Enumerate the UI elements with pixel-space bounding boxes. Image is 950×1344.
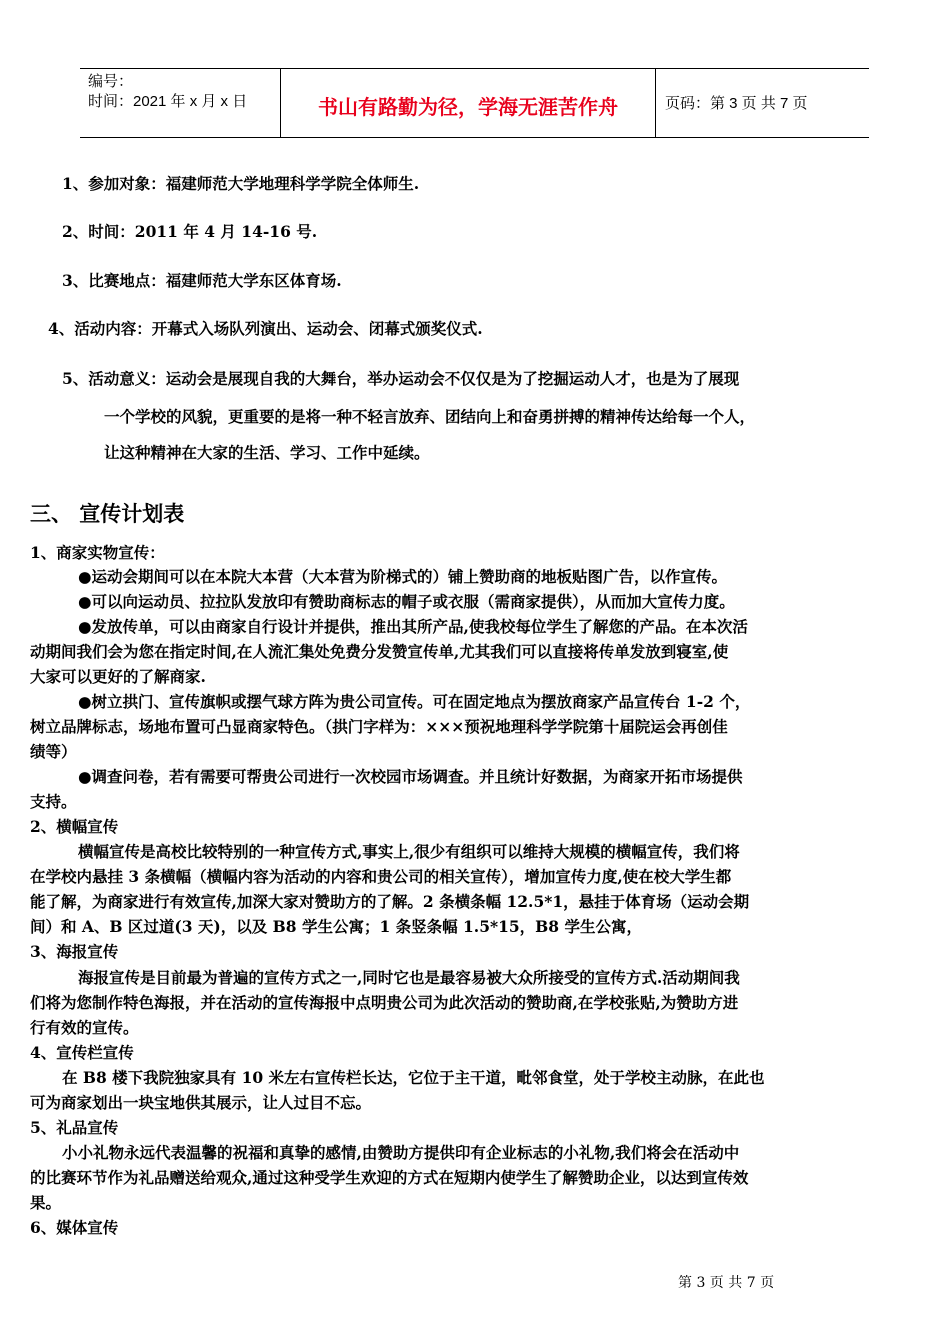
info-time: 2、时间：2011 年 4 月 14-16 号. <box>62 222 318 241</box>
paragraph-line: 树立品牌标志，场地布置可凸显商家特色。（拱门字样为：×××预祝地理科学学院第十届院运会再创佳 <box>30 717 728 736</box>
page-label: 页码：第 3 页 共 7 页 <box>665 95 808 112</box>
header-left-cell <box>80 69 280 137</box>
subheading: 4、宣传栏宣传 <box>30 1043 134 1062</box>
number-label: 编号： <box>88 73 134 90</box>
paragraph-line: 可为商家划出一块宝地供其展示，让人过目不忘。 <box>30 1093 372 1112</box>
paragraph-line: 横幅宣传是高校比较特别的一种宣传方式,事实上,很少有组织可以维持大规模的横幅宣传，我们将 <box>78 842 740 861</box>
info-significance-line: 一个学校的风貌，更重要的是将一种不轻言放弃、团结向上和奋勇拼搏的精神传达给每一个人， <box>104 407 756 426</box>
paragraph-line: 的比赛环节作为礼品赠送给观众,通过这种受学生欢迎的方式在短期内使学生了解赞助企业，以达到宣传效 <box>30 1168 749 1187</box>
paragraph-line: 能了解，为商家进行有效宣传,加深大家对赞助方的了解。2 条横条幅 12.5*1，悬挂于体育场（运动会期 <box>30 892 750 911</box>
info-content: 4、活动内容：开幕式入场队列演出、运动会、闭幕式颁奖仪式. <box>48 319 483 338</box>
paragraph-line: 在学校内悬挂 3 条横幅（横幅内容为活动的内容和贵公司的相关宣传），增加宣传力度,使在校大学生都 <box>30 867 732 886</box>
paragraph-line: 间）和 A、B 区过道(3 天)，以及 B8 学生公寓；1 条竖条幅 1.5*15，B8 学生公寓， <box>30 917 642 936</box>
subheading: 6、媒体宣传 <box>30 1218 119 1237</box>
paragraph-line: 动期间我们会为您在指定时间,在人流汇集处免费分发赞宣传单,尤其我们可以直接将传单发放到寝室,使 <box>30 642 729 661</box>
paragraph-line: 绩等） <box>30 742 77 761</box>
bullet-item: ●调查问卷，若有需要可帮贵公司进行一次校园市场调查。并且统计好数据，为商家开拓市场提供 <box>78 767 743 786</box>
section-title: 三、 宣传计划表 <box>30 502 185 526</box>
subheading: 3、海报宣传 <box>30 942 119 961</box>
subheading: 2、横幅宣传 <box>30 817 119 836</box>
document-header <box>80 68 869 138</box>
bullet-item: ●可以向运动员、拉拉队发放印有赞助商标志的帽子或衣服（需商家提供），从而加大宣传力度。 <box>78 592 735 611</box>
info-participants: 1、参加对象：福建师范大学地理科学学院全体师生. <box>62 174 420 193</box>
subheading: 1、商家实物宣传： <box>30 543 165 562</box>
paragraph-line: 小小礼物永远代表温馨的祝福和真挚的感情,由赞助方提供印有企业标志的小礼物,我们将会在活动中 <box>62 1143 740 1162</box>
paragraph-line: 在 B8 楼下我院独家具有 10 米左右宣传栏长达，它位于主干道，毗邻食堂，处于学校主动脉，在此也 <box>62 1068 765 1087</box>
page-footer: 第 3 页 共 7 页 <box>678 1275 775 1291</box>
bullet-item: ●树立拱门、宣传旗帜或摆气球方阵为贵公司宣传。可在固定地点为摆放商家产品宣传台 1-2 个， <box>78 692 751 711</box>
paragraph-line: 行有效的宣传。 <box>30 1018 139 1037</box>
bullet-item: ●运动会期间可以在本院大本营（大本营为阶梯式的）铺上赞助商的地板贴图广告，以作宣传。 <box>78 567 728 586</box>
paragraph-line: 果。 <box>30 1193 62 1212</box>
info-significance-line: 让这种精神在大家的生活、学习、工作中延续。 <box>104 443 430 462</box>
paragraph-line: 大家可以更好的了解商家. <box>30 667 206 686</box>
subheading: 5、礼品宣传 <box>30 1118 119 1137</box>
paragraph-line: 支持。 <box>30 792 77 811</box>
time-label: 时间：2021 年 x 月 x 日 <box>88 93 248 110</box>
paragraph-line: 们将为您制作特色海报，并在活动的宣传海报中点明贵公司为此次活动的赞助商,在学校张贴,为赞助方进 <box>30 993 739 1012</box>
info-venue: 3、比赛地点：福建师范大学东区体育场. <box>62 271 342 290</box>
paragraph-line: 海报宣传是目前最为普遍的宣传方式之一,同时它也是最容易被大众所接受的宣传方式.活动期间我 <box>78 968 740 987</box>
info-significance: 5、活动意义：运动会是展现自我的大舞台，举办运动会不仅仅是为了挖掘运动人才，也是为了展现 <box>62 369 740 388</box>
header-right-cell <box>655 69 869 137</box>
motto: 书山有路勤为径，学海无涯苦作舟 <box>318 95 618 119</box>
bullet-item: ●发放传单，可以由商家自行设计并提供，推出其所产品,使我校每位学生了解您的产品。在本次活 <box>78 617 748 636</box>
header-motto-cell <box>280 69 656 137</box>
